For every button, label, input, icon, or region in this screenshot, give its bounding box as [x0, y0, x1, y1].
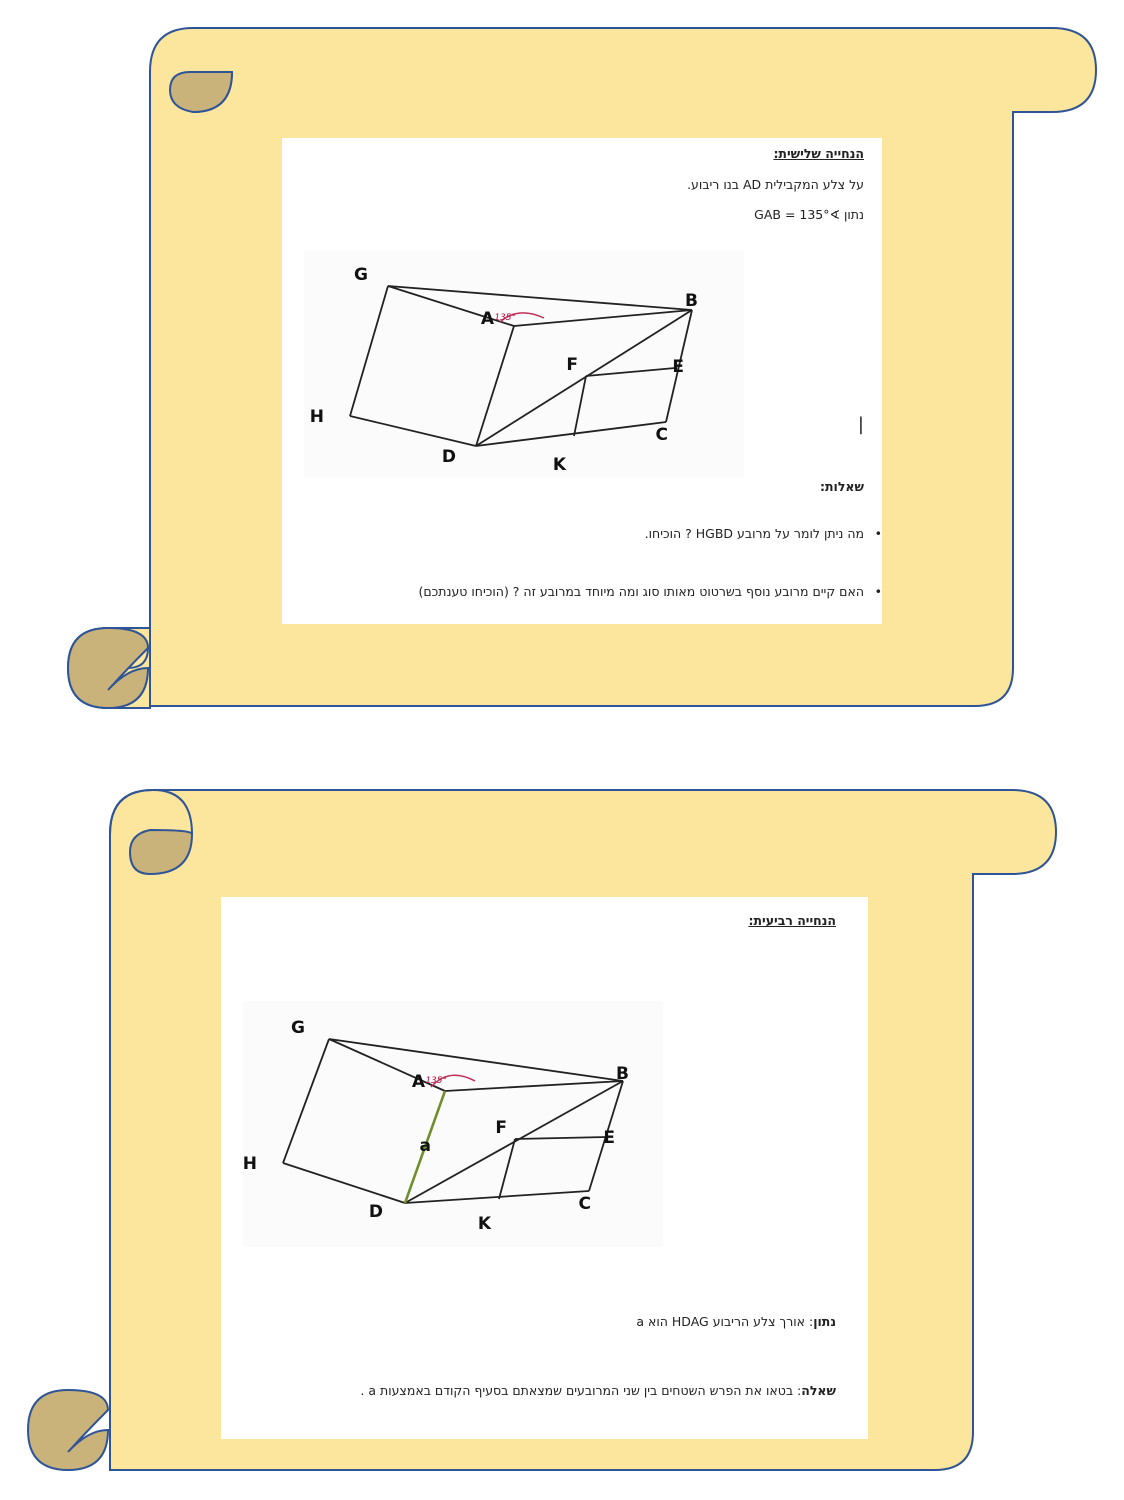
figure-background [243, 1001, 663, 1247]
label-b: B [685, 291, 698, 311]
label-b: B [616, 1064, 629, 1084]
given-text: : אורך צלע הריבוע HDAG הוא a [636, 1314, 814, 1329]
label-g: G [354, 265, 368, 285]
third-instruction-heading: הנחייה שלישית: [773, 146, 864, 161]
stray-mark: | [857, 414, 864, 435]
label-k: K [477, 1214, 491, 1234]
third-instruction-line1: על צלע המקבילית AD בנו ריבוע. [687, 177, 864, 192]
instruction-card-third [282, 138, 882, 624]
angle-label: 135° [425, 1076, 447, 1086]
label-f: F [566, 355, 578, 375]
question-label: שאלה [801, 1383, 836, 1398]
label-d: D [441, 447, 456, 467]
label-g: G [291, 1018, 305, 1038]
geometry-figure-third [304, 250, 744, 478]
given-label: נתון [813, 1314, 836, 1329]
question-text: : בטאו את הפרש השטחים בין שני המרובעים שמצאתם בסעיף הקודם באמצעות a . [360, 1383, 802, 1398]
questions-heading: שאלות: [820, 479, 864, 494]
question-2: • האם קיים מרובע נוסף בשרטוט מאותו סוג ומה מיוחד במרובע זה ? (הוכיחו טענתכם) [418, 584, 864, 599]
label-c: C [655, 425, 668, 445]
label-c: C [578, 1194, 591, 1214]
label-e: E [672, 357, 684, 377]
given-line [636, 1314, 836, 1329]
question-line [360, 1383, 836, 1398]
angle-label: 135° [494, 313, 516, 323]
fourth-instruction-heading: הנחייה רביעית: [748, 913, 836, 928]
label-h: H [243, 1154, 257, 1174]
instruction-card-fourth [221, 897, 868, 1439]
label-a: A [480, 309, 494, 329]
label-h: H [309, 407, 324, 427]
label-k: K [552, 455, 566, 475]
label-d: D [368, 1202, 383, 1222]
label-a-length: a [419, 1136, 431, 1156]
label-a: A [411, 1072, 425, 1092]
label-f: F [495, 1118, 507, 1138]
third-instruction-given: נתון ∢GAB = 135° [754, 207, 864, 222]
geometry-figure-fourth [243, 1001, 663, 1247]
question-1: • מה ניתן לומר על מרובע HGBD ? הוכיחו. [645, 526, 864, 541]
label-e: E [603, 1128, 615, 1148]
